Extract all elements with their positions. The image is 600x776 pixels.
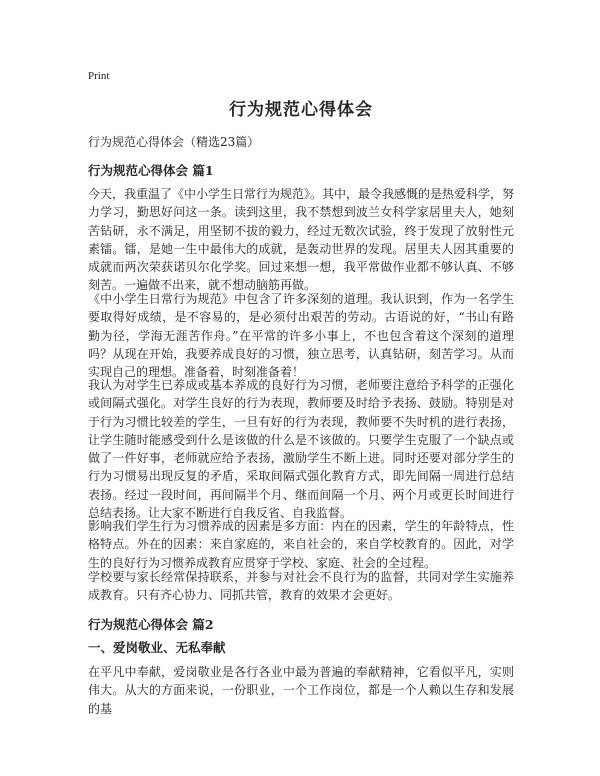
document-subtitle: 行为规范心得体会（精选23篇）	[88, 135, 260, 149]
paragraph: 我认为对学生已养成或基本养成的良好行为习惯，老师要注意给予科学的正强化或间隔式强化。对学生良好的行为表现，教师要及时给予表扬、鼓励。特别是对于行为习惯比较差的学生，一旦有好的行为表现，教师要不失时机的进行表扬，让学生随时能感受到什么是该做的什么是不该做的。只要学生克服了一个缺点或做了一件好事，老师就应给予表扬，激励学生不断上进。同时还要对部分学生的行为习惯易出现反复的矛盾，采取间隔式强化教育方式，即先间隔一周进行总结表扬。经过一段时间，再间隔半个月、继而间隔一个月、两个月或更长时间进行总结表扬。让大家不断进行自我反省、自我监督。	[88, 378, 514, 521]
paragraph: 影响我们学生行为习惯养成的因素是多方面：内在的因素，学生的年龄特点，性格特点。外在的因素：来自家庭的，来自社会的，来自学校教育的。因此，对学生的良好行为习惯养成教育应贯穿于学校、家庭、社会的全过程。	[88, 519, 514, 570]
paragraph: 学校要与家长经常保持联系，并参与对社会不良行为的监督，共同对学生实施养成教育。只有齐心协力、同抓共管，教育的效果才会更好。	[88, 570, 514, 603]
paragraph: 今天，我重温了《中小学生日常行为规范》。其中，最令我感慨的是热爱科学，努力学习，勤思好问这一条。读到这里，我不禁想到波兰女科学家居里夫人，她刻苦钻研，永不满足，用坚韧不拔的毅力，经过无数次试验，终于发现了放射性元素镭。镭，是她一生中最伟大的成就，是轰动世界的发现。居里夫人因其重要的成就而两次荣获诺贝尔化学奖。回过来想一想，我平常做作业都不够认真、不够刻苦。一遍做不出来，就不想动脑筋再做。	[88, 187, 515, 293]
section-subheading: 一、爱岗敬业、无私奉献	[88, 640, 226, 655]
section-heading-1: 行为规范心得体会 篇1	[88, 163, 214, 178]
print-link[interactable]: Print	[88, 70, 110, 82]
paragraph: 在平凡中奉献，爱岗敬业是各行各业中最为普遍的奉献精神，它看似平凡，实则伟大。从大的方面来说，一份职业，一个工作岗位，都是一个人赖以生存和发展的基	[88, 665, 514, 716]
paragraph: 《中小学生日常行为规范》中包含了许多深刻的道理。我认识到，作为一名学生要取得好成绩，是不容易的，是必须付出艰苦的劳动。古语说的好，“书山有路勤为径，学海无涯苦作舟。”在平常的许多小事上，不也包含着这个深刻的道理吗？从现在开始，我要养成良好的习惯，独立思考，认真钻研，刻苦学习。从而实现自己的理想。准备着，时刻准备着！	[88, 292, 514, 380]
section-heading-2: 行为规范心得体会 篇2	[88, 617, 214, 632]
page-title: 行为规范心得体会	[229, 100, 373, 120]
